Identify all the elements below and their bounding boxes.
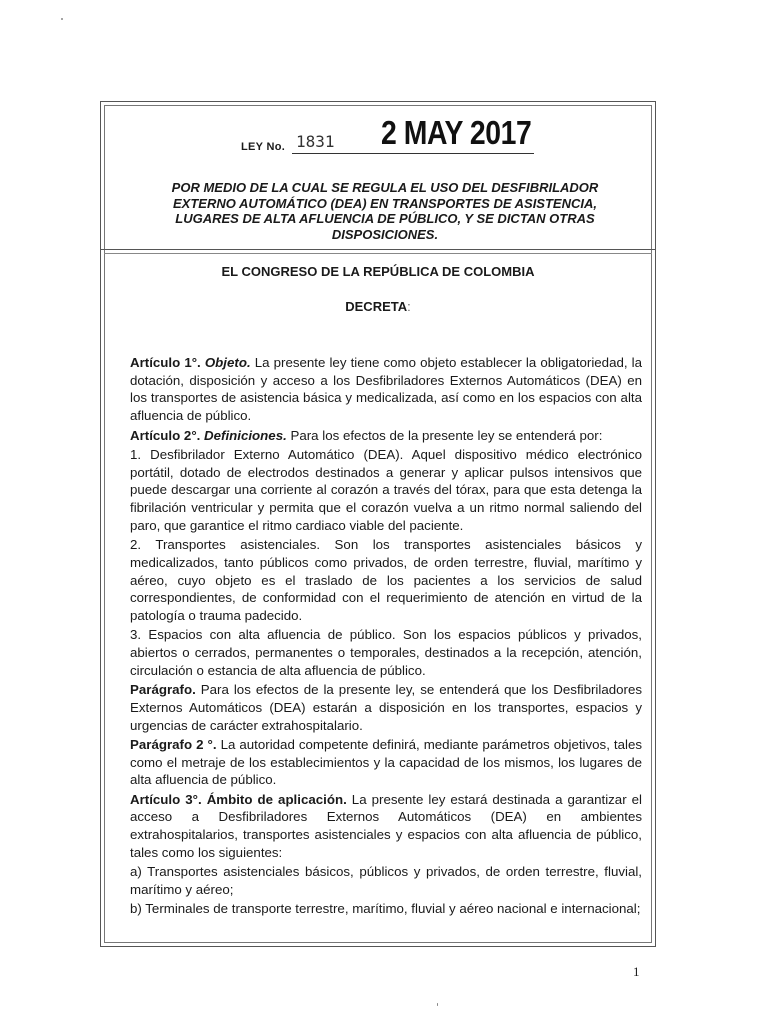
- paragrafo-1: [130, 681, 642, 734]
- definition-3: [130, 626, 642, 679]
- page-number: 1: [633, 964, 640, 979]
- header-divider-inner: [104, 253, 652, 254]
- paragraph-text: 1. Desfibrilador Externo Automático (DEA). Aquel dispositivo médico electrónico portátil, dotado de electrodos destinados a generar y aplicar pulsos intensivos que puede descargar una corriente al corazón a través del tórax, para que esta detenga la fibrilación ventricular y permita que el corazón vuelva a un ritmo normal saliendo del paro, que garantice el ritmo cardiaco viable del paciente.: [130, 446, 642, 533]
- article-3: [130, 791, 642, 862]
- paragraph-lead: Artículo 1°.: [130, 355, 205, 370]
- ley-number: 1831: [296, 132, 335, 151]
- paragraph-text: La autoridad competente definirá, mediante parámetros objetivos, tales como el metraje de los establecimientos y la capacidad de los mismos, los lugares de alta afluencia de público.: [130, 736, 643, 788]
- paragraph-text: b) Terminales de transporte terrestre, marítimo, fluvial y aéreo nacional e internacional;: [130, 901, 641, 917]
- decreta-punct: :: [407, 299, 411, 314]
- header-divider: [100, 249, 656, 250]
- article-1: [130, 354, 642, 425]
- definition-1: [130, 446, 642, 535]
- paragraph-lead-italic: Objeto.: [204, 355, 251, 370]
- paragraph-lead: Parágrafo.: [130, 682, 196, 698]
- paragraph-lead: Artículo 2°.: [130, 427, 205, 443]
- paragraph-text: 3. Espacios con alta afluencia de público. Son los espacios públicos y privados, abiertos o cerrados, permanentes o temporales, destinados a la recepción, atención, circulación o estancia de alta afluencia de público.: [130, 627, 642, 678]
- ley-date-stamp: 2 MAY 2017: [381, 114, 532, 151]
- scan-speck: [61, 18, 63, 20]
- paragrafo-2: [130, 736, 642, 789]
- ley-label: LEY No.: [241, 141, 286, 153]
- definition-2: [130, 536, 642, 625]
- paragraph-lead: Parágrafo 2 °.: [130, 736, 217, 752]
- paragraph-text: Para los efectos de la presente ley, se entenderá que los Desfibriladores Externos Automáticos (DEA) estarán a disposición en los transportes, espacios y urgencias de carácter extrahospitalario.: [130, 682, 642, 733]
- paragraph-lead: Artículo 3°. Ámbito de aplicación.: [130, 791, 347, 807]
- paragraph-text: a) Transportes asistenciales básicos, públicos y privados, de orden terrestre, fluvial, marítimo y aéreo;: [130, 864, 642, 897]
- paragraph-text: Para los efectos de la presente ley se entenderá por:: [286, 427, 603, 443]
- list-item-a: [130, 863, 642, 898]
- law-header: [104, 112, 652, 162]
- ley-underline: [292, 153, 534, 154]
- scan-speck: [437, 1003, 438, 1006]
- article-2: [130, 427, 642, 445]
- paragraph-text: La presente ley estará destinada a garantizar el acceso a Desfibriladores Externos Automáticos (DEA) en ambientes extrahospitalarios, transportes asistenciales y espacios con alta afluencia de público, tales como los siguientes:: [130, 791, 643, 860]
- congress-heading: EL CONGRESO DE LA REPÚBLICA DE COLOMBIA: [221, 264, 535, 279]
- paragraph-text: 2. Transportes asistenciales. Son los transportes asistenciales básicos y medicalizados, tanto públicos como privados, de orden terrestre, fluvial, marítimo y aéreo, cuyo objeto es el traslado de los pacientes a los servicios de salud correspondientes, de conformidad con el requerimiento de atención en virtud de la patología o trauma padecido.: [130, 537, 642, 623]
- paragraph-lead-italic: Definiciones.: [204, 427, 287, 443]
- list-item-b: [130, 900, 642, 918]
- law-body: [130, 354, 642, 920]
- paragraph-text: La presente ley tiene como objeto establecer la obligatoriedad, la dotación, disposición y acceso a los Desfibriladores Externos Automáticos (DEA) en los transportes de asistencia básica y medicalizada, así como en los espacios con alta afluencia de público.: [130, 355, 643, 424]
- law-title: POR MEDIO DE LA CUAL SE REGULA EL USO DEL DESFIBRILADOR EXTERNO AUTOMÁTICO (DEA) EN TRANSPORTES DE ASISTENCIA, LUGARES DE ALTA AFLUENCIA DE PÚBLICO, Y SE DICTAN OTRAS DISPOSICIONES.: [171, 180, 599, 242]
- decreta-text: DECRETA: [345, 299, 408, 314]
- decreta-heading: [104, 299, 652, 314]
